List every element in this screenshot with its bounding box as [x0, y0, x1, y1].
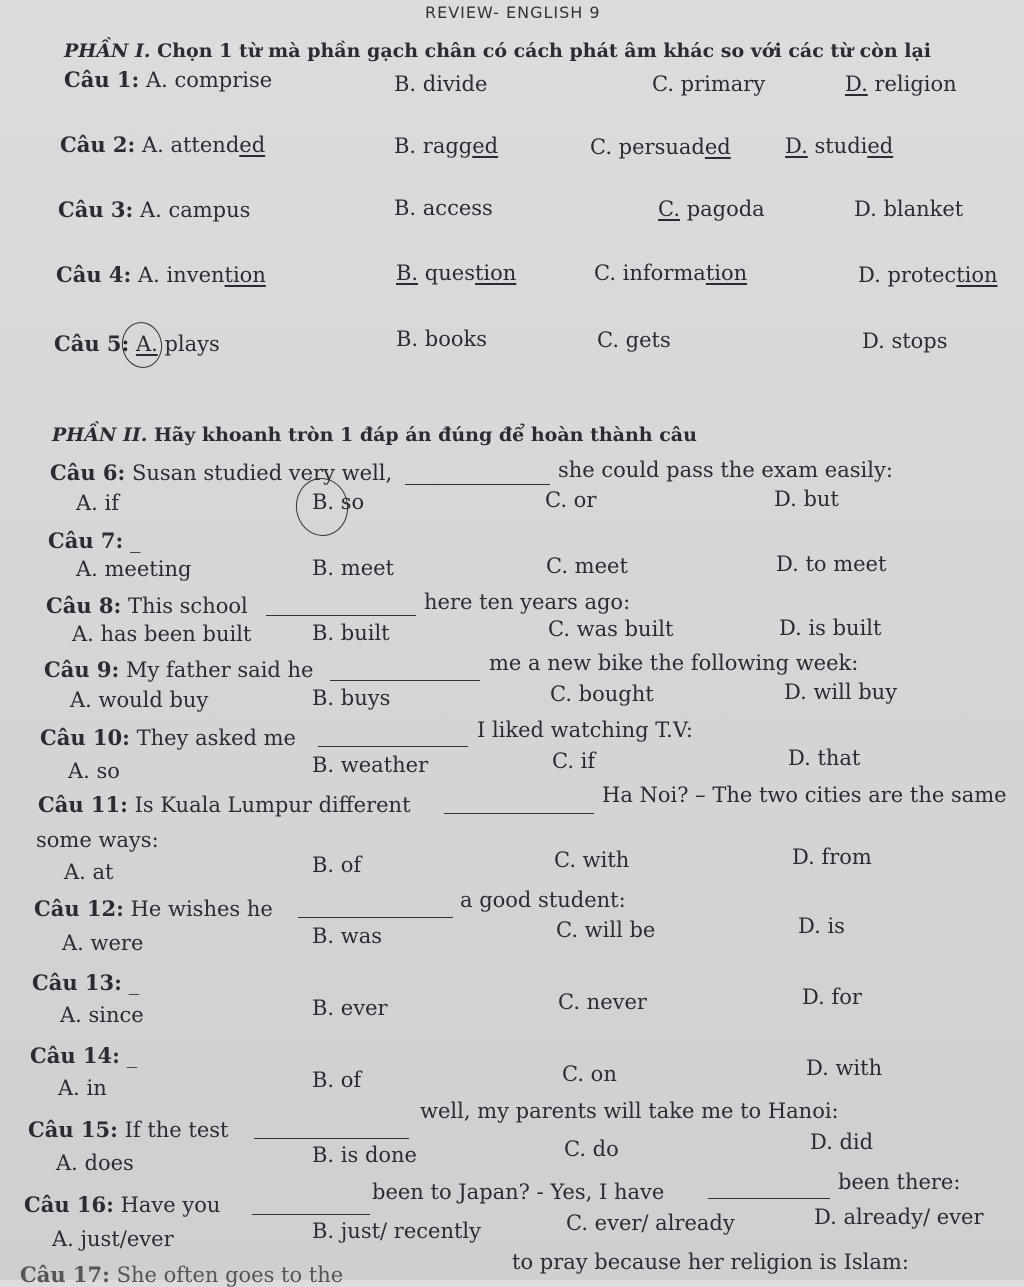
q10-option-d[interactable]: D. that — [788, 746, 861, 770]
q14-option-c[interactable]: C. on — [562, 1062, 617, 1086]
q9-option-b[interactable]: B. buys — [312, 686, 391, 710]
q6-label: Câu 6: — [50, 460, 126, 485]
q3-option-a[interactable]: A. campus — [139, 198, 251, 222]
q10-stem-end: I liked watching T.V: — [477, 718, 693, 742]
q10-blank[interactable] — [318, 728, 468, 747]
q5-option-b[interactable]: B. books — [396, 327, 488, 351]
q12-stem: He wishes he — [130, 897, 273, 921]
q15-option-b[interactable]: B. is done — [312, 1143, 417, 1167]
q2-label: Câu 2: — [60, 132, 136, 157]
q14-option-d[interactable]: D. with — [806, 1056, 883, 1080]
q13-option-a[interactable]: A. since — [60, 1003, 144, 1027]
q4-option-a[interactable]: A. invention — [137, 263, 266, 287]
q15-option-c[interactable]: C. do — [564, 1137, 619, 1161]
q1-label: Câu 1: — [64, 67, 140, 92]
document-title: REVIEW- ENGLISH 9 — [425, 3, 601, 22]
q16-blank-1[interactable] — [252, 1196, 370, 1215]
q4-option-b[interactable]: B. question — [396, 261, 517, 285]
q7-label: Câu 7: — [48, 528, 124, 553]
q16-stem: Have you — [120, 1193, 221, 1217]
q11-option-c[interactable]: C. with — [554, 848, 630, 872]
q3-option-d[interactable]: D. blanket — [854, 197, 964, 221]
q9-stem: My father said he — [125, 658, 314, 682]
q9-stem-end: me a new bike the following week: — [489, 651, 859, 675]
q3-option-c[interactable]: C. pagoda — [658, 197, 765, 221]
q14-option-a[interactable]: A. in — [58, 1076, 107, 1100]
q11-stem: Is Kuala Lumpur different — [134, 793, 411, 817]
q5-label: Câu 5: — [54, 331, 130, 356]
q7-option-a[interactable]: A. meeting — [76, 557, 192, 581]
q12-label: Câu 12: — [34, 896, 124, 921]
q6-stem-end: she could pass the exam easily: — [558, 458, 893, 482]
q5-option-a[interactable]: A. plays — [135, 332, 220, 356]
q14-label: Câu 14: — [30, 1043, 120, 1068]
q11-stem-end: Ha Noi? – The two cities are the same — [602, 783, 1007, 807]
q11-blank[interactable] — [444, 795, 594, 814]
q9-option-a[interactable]: A. would buy — [70, 688, 209, 712]
q11-label: Câu 11: — [38, 792, 128, 817]
q11-option-b[interactable]: B. of — [312, 853, 362, 877]
part2-heading — [52, 424, 697, 446]
q13-option-b[interactable]: B. ever — [312, 996, 388, 1020]
q13-blank[interactable]: _ — [128, 971, 140, 995]
q16-stem-end: been there: — [838, 1170, 961, 1194]
q11-stem-continuation: some ways: — [36, 828, 159, 852]
q6-blank[interactable] — [405, 466, 550, 485]
q8-stem: This school — [127, 594, 248, 618]
part2-instruction: Hãy khoanh tròn 1 đáp án đúng để hoàn thành câu — [153, 424, 697, 446]
q12-option-c[interactable]: C. will be — [556, 918, 656, 942]
q11-option-d[interactable]: D. from — [792, 845, 872, 869]
q13-option-d[interactable]: D. for — [802, 985, 862, 1009]
q8-option-d[interactable]: D. is built — [779, 616, 882, 640]
q6-option-d[interactable]: D. but — [774, 487, 839, 511]
q1-option-d[interactable]: D. religion — [845, 72, 957, 96]
answer-circle-q5 — [118, 319, 165, 371]
part1-heading — [64, 40, 931, 62]
q2-option-c[interactable]: C. persuaded — [590, 135, 731, 159]
q15-blank[interactable] — [254, 1120, 409, 1139]
q16-option-d[interactable]: D. already/ ever — [814, 1205, 984, 1229]
q8-blank[interactable] — [266, 597, 416, 616]
q9-option-d[interactable]: D. will buy — [784, 680, 898, 704]
q8-option-c[interactable]: C. was built — [548, 617, 674, 641]
q6-option-c[interactable]: C. or — [545, 488, 597, 512]
q12-option-a[interactable]: A. were — [62, 931, 144, 955]
q1-option-b[interactable]: B. divide — [394, 72, 488, 96]
q2-option-d[interactable]: D. studied — [785, 134, 894, 158]
part2-number: PHẦN II. — [52, 424, 148, 446]
q4-label: Câu 4: — [56, 262, 132, 287]
q9-blank[interactable] — [330, 662, 480, 681]
q17-label: Câu 17: — [20, 1262, 110, 1287]
q15-stem-end: well, my parents will take me to Hanoi: — [420, 1099, 839, 1123]
q16-option-a[interactable]: A. just/ever — [52, 1227, 174, 1251]
q7-option-b[interactable]: B. meet — [312, 556, 394, 580]
q16-blank-2[interactable] — [708, 1180, 830, 1199]
q1-option-c[interactable]: C. primary — [652, 72, 766, 96]
q16-stem-middle: been to Japan? - Yes, I have — [372, 1180, 665, 1204]
q4-option-c[interactable]: C. information — [594, 261, 748, 285]
q10-option-a[interactable]: A. so — [68, 759, 120, 783]
q14-option-b[interactable]: B. of — [312, 1068, 362, 1092]
q15-stem: If the test — [124, 1118, 229, 1142]
q4-option-d[interactable]: D. protection — [858, 263, 998, 287]
q6-stem: Susan studied very well, — [131, 461, 393, 485]
q8-label: Câu 8: — [46, 593, 122, 618]
q5-option-d[interactable]: D. stops — [862, 329, 948, 353]
q10-label: Câu 10: — [40, 725, 130, 750]
q9-option-c[interactable]: C. bought — [550, 682, 654, 706]
q10-stem: They asked me — [136, 726, 296, 750]
q14-blank[interactable]: _ — [126, 1044, 138, 1068]
q8-option-b[interactable]: B. built — [312, 621, 390, 645]
q8-stem-end: here ten years ago: — [424, 590, 631, 614]
q1-option-a[interactable]: A. comprise — [145, 68, 273, 92]
q13-option-c[interactable]: C. never — [558, 990, 647, 1014]
q6-option-a[interactable]: A. if — [76, 491, 120, 515]
q6-option-b[interactable]: B. so — [312, 490, 365, 514]
q8-option-a[interactable]: A. has been built — [72, 622, 252, 646]
part1-number: PHẦN I. — [64, 40, 151, 62]
q15-label: Câu 15: — [28, 1117, 118, 1142]
q12-option-b[interactable]: B. was — [312, 924, 383, 948]
q13-label: Câu 13: — [32, 970, 122, 995]
q2-option-b[interactable]: B. ragged — [394, 134, 499, 158]
q15-option-a[interactable]: A. does — [56, 1151, 134, 1175]
q3-label: Câu 3: — [58, 197, 134, 222]
part1-instruction: Chọn 1 từ mà phần gạch chân có cách phát âm khác so với các từ còn lại — [157, 40, 932, 62]
q17-stem-end: to pray because her religion is Islam: — [512, 1250, 909, 1274]
q9-label: Câu 9: — [44, 657, 120, 682]
q5-option-c[interactable]: C. gets — [597, 328, 671, 352]
q2-option-a[interactable]: A. attended — [141, 133, 266, 157]
q12-blank[interactable] — [298, 899, 453, 918]
q7-option-d[interactable]: D. to meet — [776, 552, 887, 576]
q7-option-c[interactable]: C. meet — [546, 554, 628, 578]
q12-stem-end: a good student: — [460, 888, 626, 912]
q12-option-d[interactable]: D. is — [798, 914, 845, 938]
q16-option-b[interactable]: B. just/ recently — [312, 1219, 481, 1243]
q17-stem: She often goes to the — [116, 1263, 344, 1287]
q7-blank[interactable]: _ — [129, 529, 141, 553]
q11-option-a[interactable]: A. at — [64, 860, 114, 884]
q3-option-b[interactable]: B. access — [394, 196, 493, 220]
q10-option-c[interactable]: C. if — [552, 749, 596, 773]
q16-label: Câu 16: — [24, 1192, 114, 1217]
q10-option-b[interactable]: B. weather — [312, 753, 429, 777]
q15-option-d[interactable]: D. did — [810, 1130, 874, 1154]
q16-option-c[interactable]: C. ever/ already — [566, 1211, 735, 1235]
